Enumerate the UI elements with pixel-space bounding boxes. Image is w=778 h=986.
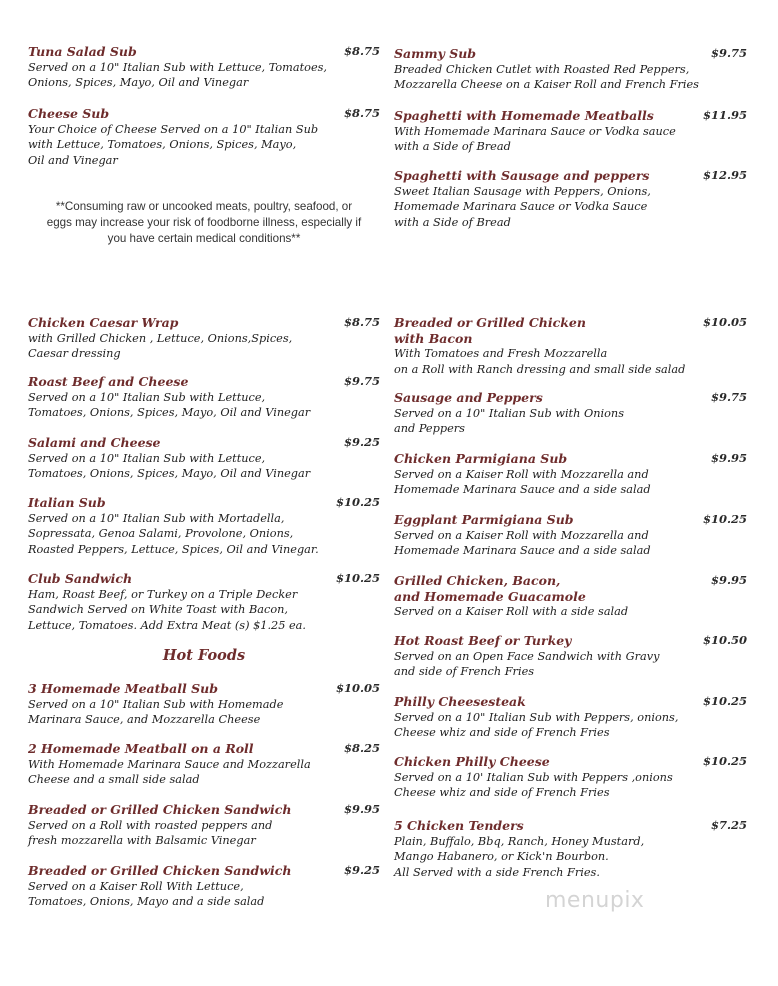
menu-item-price: $10.25	[335, 495, 380, 509]
menu-item-description: Caesar dressing	[28, 347, 121, 360]
menu-item-description: Served on a 10' Italian Sub with Peppers ,onions	[394, 770, 673, 784]
menu-item-description: Tomatoes, Onions, Spices, Mayo, Oil and Vinegar	[28, 406, 311, 419]
menu-item-description: Mango Habanero, or Kick'n Bourbon.	[394, 850, 609, 863]
menu-item-price: $10.05	[335, 681, 380, 695]
menu-item-description: fresh mozzarella with Balsamic Vinegar	[28, 834, 256, 847]
menu-item-description: Your Choice of Cheese Served on a 10" Italian Sub	[28, 122, 319, 136]
menu-item	[394, 754, 747, 801]
menu-item	[28, 571, 380, 633]
menu-item-description: Served on a Kaiser Roll With Lettuce,	[28, 879, 244, 893]
menu-item-description: with Grilled Chicken , Lettuce, Onions,Spices,	[28, 331, 293, 345]
menu-item	[28, 681, 380, 728]
menu-item	[28, 374, 380, 421]
menu-item-description: Served on a 10" Italian Sub with Peppers, onions,	[394, 710, 679, 724]
menu-item	[394, 168, 747, 230]
menu-item-name: Chicken Parmigiana Sub	[394, 451, 568, 466]
menu-item-name: Roast Beef and Cheese	[28, 374, 189, 389]
menu-item	[28, 495, 380, 557]
menu-item-price: $10.05	[702, 315, 747, 329]
menu-item-description: and side of French Fries	[394, 665, 535, 678]
menu-item-description: Served on a 10" Italian Sub with Homemade	[28, 697, 284, 711]
menu-item-description: Tomatoes, Onions, Mayo and a side salad	[28, 895, 265, 908]
menu-item-name: Breaded or Grilled Chicken Sandwich	[28, 863, 292, 878]
menu-item-description: Served on a Kaiser Roll with a side salad	[394, 605, 629, 618]
menu-item-description: Served on a 10" Italian Sub with Lettuce,	[28, 451, 266, 465]
menu-item-price: $8.75	[343, 106, 380, 120]
menu-item-description: Oil and Vinegar	[28, 153, 118, 167]
menu-item-description: Served on a Roll with roasted peppers and	[28, 818, 273, 832]
menu-item-name: and Homemade Guacamole	[394, 588, 586, 604]
menu-item-name: Spaghetti with Sausage and peppers	[394, 168, 650, 183]
menu-item-description: with a Side of Bread	[394, 140, 511, 153]
menu-item-price: $7.25	[710, 818, 747, 832]
menu-item-description: Breaded Chicken Cutlet with Roasted Red Peppers,	[394, 62, 690, 76]
menu-item-description: and Peppers	[394, 422, 465, 435]
menu-item-name: Breaded or Grilled Chicken	[394, 315, 586, 330]
menu-item-description: Marinara Sauce, and Mozzarella Cheese	[28, 713, 261, 726]
menu-item-name: with Bacon	[394, 330, 473, 346]
menu-item-description: Mozzarella Cheese on a Kaiser Roll and French Fries	[394, 78, 699, 91]
menu-item-description: Served on a 10" Italian Sub with Onions	[394, 406, 624, 420]
menu-item-description: Served on a 10" Italian Sub with Mortadella,	[28, 511, 285, 525]
menu-item-name: Spaghetti with Homemade Meatballs	[394, 108, 654, 123]
menu-item-price: $9.75	[343, 374, 380, 388]
menu-item-description: Served on a Kaiser Roll with Mozzarella and	[394, 528, 649, 542]
menu-item	[394, 451, 747, 498]
menu-item	[28, 741, 380, 788]
menu-item-description: with Lettuce, Tomatoes, Onions, Spices, Mayo,	[28, 138, 297, 151]
menu-item-price: $12.95	[702, 168, 747, 182]
menu-item-price: $9.75	[710, 390, 747, 404]
menu-item-name: Eggplant Parmigiana Sub	[394, 512, 574, 527]
menu-item-price: $8.75	[343, 44, 380, 58]
menu-item	[28, 44, 380, 91]
menu-item-description: Served on a 10" Italian Sub with Lettuce,	[28, 390, 266, 404]
menu-item-description: with a Side of Bread	[394, 215, 511, 229]
menu-item	[394, 512, 747, 559]
menu-item-name: Sammy Sub	[394, 46, 477, 61]
disclaimer-line: eggs may increase your risk of foodborne illness, especially if	[46, 216, 362, 229]
menu-item-description: on a Roll with Ranch dressing and small side salad	[394, 362, 686, 376]
menu-item-description: Cheese and a small side salad	[28, 773, 200, 786]
hot-foods-heading: Hot Foods	[162, 647, 246, 664]
menu-item	[394, 694, 747, 741]
menu-item-name: Tuna Salad Sub	[28, 44, 137, 59]
menu-item	[394, 818, 747, 880]
menu-item-name: Italian Sub	[28, 495, 106, 510]
menu-item-name: Breaded or Grilled Chicken Sandwich	[28, 802, 292, 817]
menu-item	[28, 106, 380, 168]
menu-item-price: $9.25	[343, 435, 380, 449]
menu-item	[28, 802, 380, 849]
menu-item-price: $10.25	[702, 512, 747, 526]
menu-item-description: Sopressata, Genoa Salami, Provolone, Onions,	[28, 527, 294, 540]
menu-item	[28, 863, 380, 910]
menu-item-name: Hot Roast Beef or Turkey	[394, 633, 572, 648]
menu-item-description: Roasted Peppers, Lettuce, Spices, Oil and Vinegar.	[28, 542, 319, 556]
menu-item-name: 2 Homemade Meatball on a Roll	[28, 741, 254, 756]
menu-item-description: Sandwich Served on White Toast with Bacon,	[28, 603, 288, 616]
menu-item-price: $8.25	[343, 741, 380, 755]
menu-item-price: $10.25	[702, 754, 747, 768]
menu-item-description: Homemade Marinara Sauce and a side salad	[394, 483, 651, 496]
menu-item-price: $11.95	[702, 108, 747, 122]
menu-item-description: Onions, Spices, Mayo, Oil and Vinegar	[28, 76, 249, 89]
menu-item-description: Plain, Buffalo, Bbq, Ranch, Honey Mustard,	[394, 834, 645, 848]
menu-item-description: Ham, Roast Beef, or Turkey on a Triple Decker	[28, 587, 298, 601]
menupix-watermark: menupix	[545, 888, 645, 913]
menu-item-price: $9.75	[710, 46, 747, 60]
menu-item	[394, 315, 747, 377]
disclaimer-line: you have certain medical conditions**	[107, 232, 301, 245]
menu-item	[28, 315, 380, 362]
menu-item-name: Philly Cheesesteak	[394, 694, 526, 709]
menu-item-name: 5 Chicken Tenders	[394, 818, 524, 833]
menu-item-price: $9.95	[710, 573, 747, 587]
menu-item	[394, 633, 747, 680]
menu-item	[394, 108, 747, 155]
menu-item-description: Served on a 10" Italian Sub with Lettuce, Tomatoes,	[28, 60, 328, 74]
menu-item-description: With Tomatoes and Fresh Mozzarella	[394, 347, 608, 360]
menu-item-name: 3 Homemade Meatball Sub	[28, 681, 218, 696]
menu-item-name: Chicken Philly Cheese	[394, 754, 550, 769]
menu-item-description: Cheese whiz and side of French Fries	[394, 786, 610, 799]
menu-item-description: With Homemade Marinara Sauce and Mozzarella	[28, 757, 311, 771]
menu-item-name: Club Sandwich	[28, 571, 133, 586]
menu-item-description: Cheese whiz and side of French Fries	[394, 726, 610, 739]
menu-item	[28, 435, 380, 482]
menu-item-price: $10.50	[702, 633, 747, 647]
menu-item-description: All Served with a side French Fries.	[394, 865, 600, 879]
menu-item-description: Homemade Marinara Sauce and a side salad	[394, 544, 651, 557]
menu-item-price: $8.75	[343, 315, 380, 329]
menu-item-description: Tomatoes, Onions, Spices, Mayo, Oil and Vinegar	[28, 467, 311, 480]
menu-item-description: Homemade Marinara Sauce or Vodka Sauce	[394, 200, 648, 213]
menu-item-name: Sausage and Peppers	[394, 390, 543, 405]
disclaimer-line: **Consuming raw or uncooked meats, poultry, seafood, or	[55, 200, 353, 213]
menu-item-price: $9.95	[710, 451, 747, 465]
menu-item-price: $9.25	[343, 863, 380, 877]
menu-item-description: With Homemade Marinara Sauce or Vodka sauce	[394, 124, 676, 138]
menu-item-price: $10.25	[335, 571, 380, 585]
menu-item	[394, 390, 747, 437]
menu-item-price: $9.95	[343, 802, 380, 816]
menu-item-price: $10.25	[702, 694, 747, 708]
menu-item-description: Served on an Open Face Sandwich with Gravy	[394, 649, 660, 663]
menu-item	[394, 46, 747, 93]
menu-item	[394, 573, 747, 620]
menu-item-description: Served on a Kaiser Roll with Mozzarella and	[394, 467, 649, 481]
menu-item-name: Grilled Chicken, Bacon,	[394, 573, 561, 588]
menu-item-name: Salami and Cheese	[28, 435, 161, 450]
food-safety-disclaimer	[28, 199, 380, 247]
menu-item-name: Cheese Sub	[28, 106, 110, 121]
menu-item-description: Lettuce, Tomatoes. Add Extra Meat (s) $1.25 ea.	[28, 618, 307, 632]
menu-item-description: Sweet Italian Sausage with Peppers, Onions,	[394, 184, 651, 198]
menu-item-name: Chicken Caesar Wrap	[28, 315, 179, 330]
